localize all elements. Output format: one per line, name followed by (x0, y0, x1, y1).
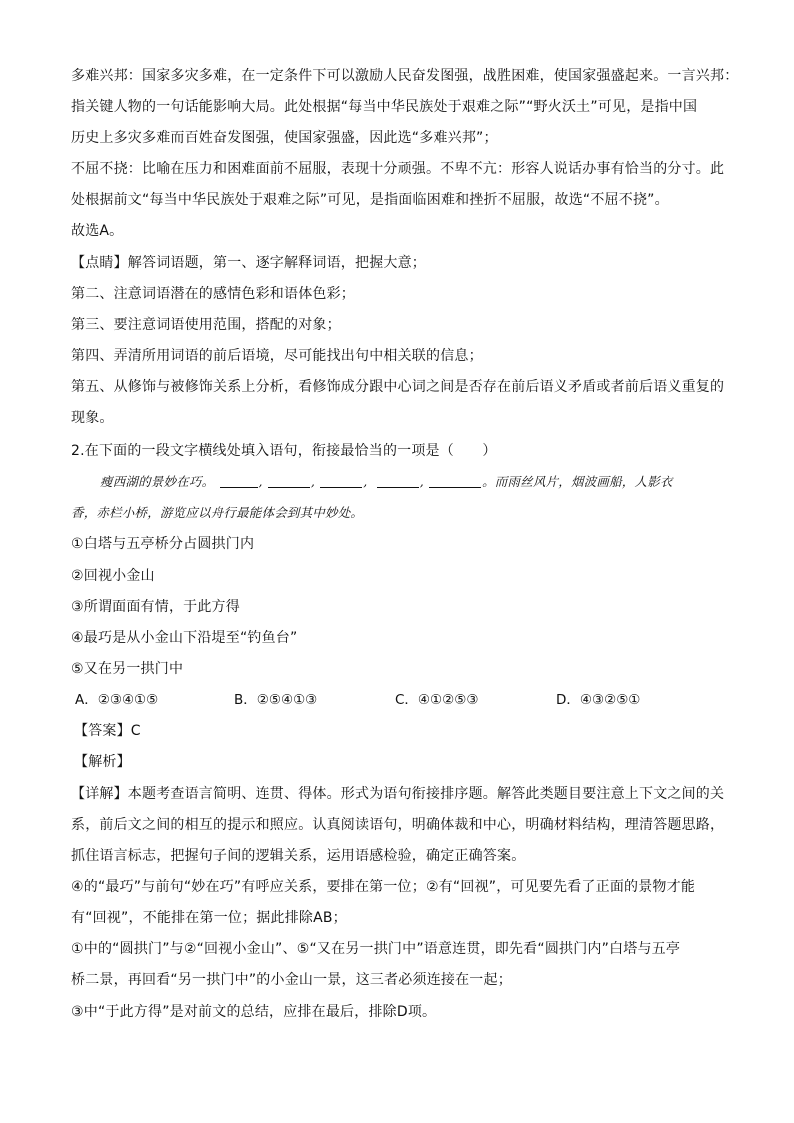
analysis-line: ①中的“圆拱门”与②“回视小金山”、⑤“又在另一拱门中”语意连贯，即先看“圆拱门内”白塔与五亭 (71, 941, 681, 957)
choice-d: D．④③②⑤① (556, 692, 641, 708)
text-line: 历史上多灾多难而百姓奋发图强，使国家强盛，因此选“多难兴邦”； (71, 130, 498, 146)
blank-3 (320, 473, 362, 488)
question-passage: 瘦西湖的景妙在巧。 , , , , 。而雨丝风片，烟波画船，人影衣 (100, 474, 673, 489)
option-item: ④最巧是从小金山下沿堤至“钓鱼台” (71, 630, 298, 646)
option-item: ②回视小金山 (71, 568, 155, 584)
analysis-line: 桥二景，再回看“另一拱门中”的小金山一景，这三者必须连接在一起； (71, 972, 512, 988)
analysis-line: 抓住语言标志，把握句子间的逻辑关系，运用语感检验，确定正确答案。 (71, 848, 526, 864)
blank-4 (377, 473, 419, 488)
text-line: 处根据前文“每当中华民族处于艰难之际”可见，是指面临困难和挫折不屈服，故选“不屈不挠”。 (71, 192, 669, 208)
question-passage-line2: 香，赤栏小桥，游览应以舟行最能体会到其中妙处。 (71, 505, 364, 520)
choice-b: B．②⑤④①③ (234, 692, 318, 708)
text-line: 指关键人物的一句话能影响大局。此处根据“每当中华民族处于艰难之际”“野火沃土”可见，是指中国 (71, 99, 698, 115)
analysis-line: ④的“最巧”与前句“妙在巧”有呼应关系，要排在第一位；②有“回视”，可见要先看了正面的景物才能 (71, 879, 696, 895)
text-line: 多难兴邦：国家多灾多难，在一定条件下可以激励人民奋发图强，战胜困难，使国家强盛起来。一言兴邦： (71, 68, 739, 84)
analysis-heading: 【解析】 (74, 754, 131, 770)
blank-1 (220, 473, 258, 488)
question-stem: 2.在下面的一段文字横线处填入语句，衔接最恰当的一项是（ ） (71, 443, 497, 459)
choice-a: A．②③④①⑤ (75, 692, 159, 708)
option-item: ①白塔与五亭桥分占圆拱门内 (71, 536, 255, 552)
option-item: ③所谓面面有情，于此方得 (71, 599, 240, 615)
analysis-line: 有“回视”，不能排在第一位；据此排除AB； (71, 910, 347, 926)
analysis-line: 【详解】本题考查语言简明、连贯、得体。形式为语句衔接排序题。解答此类题目要注意上下文之间的关 (71, 786, 725, 802)
tip-heading-line: 【点睛】解答词语题，第一、逐字解释词语，把握大意； (71, 255, 426, 271)
text-line: 第五、从修饰与被修饰关系上分析，看修饰成分跟中心词之间是否存在前后语义矛盾或者前后语义重复的 (71, 379, 725, 395)
text-line: 第三、要注意词语使用范围，搭配的对象； (71, 317, 341, 333)
option-item: ⑤又在另一拱门中 (71, 661, 184, 677)
text-line: 现象。 (71, 410, 114, 426)
text-line: 故选A。 (71, 223, 124, 239)
passage-end: 。而雨丝风片，烟波画船，人影衣 (482, 474, 673, 489)
blank-2 (268, 473, 310, 488)
text-line: 第四、弄清所用词语的前后语境，尽可能找出句中相关联的信息； (71, 348, 483, 364)
answer-line: 【答案】C (74, 723, 141, 739)
text-line: 第二、注意词语潜在的感情色彩和语体色彩； (71, 286, 355, 302)
text-line: 不屈不挠：比喻在压力和困难面前不屈服，表现十分顽强。不卑不亢：形容人说话办事有恰当的分寸。此 (71, 161, 725, 177)
analysis-line: 系，前后文之间的相互的提示和照应。认真阅读语句，明确体裁和中心，明确材料结构，理清答题思路， (71, 817, 725, 833)
analysis-line: ③中“于此方得”是对前文的总结，应排在最后，排除D项。 (71, 1004, 437, 1020)
choice-c: C．④①②⑤③ (395, 692, 479, 708)
blank-5 (429, 473, 481, 488)
passage-start: 瘦西湖的景妙在巧。 (100, 474, 215, 489)
